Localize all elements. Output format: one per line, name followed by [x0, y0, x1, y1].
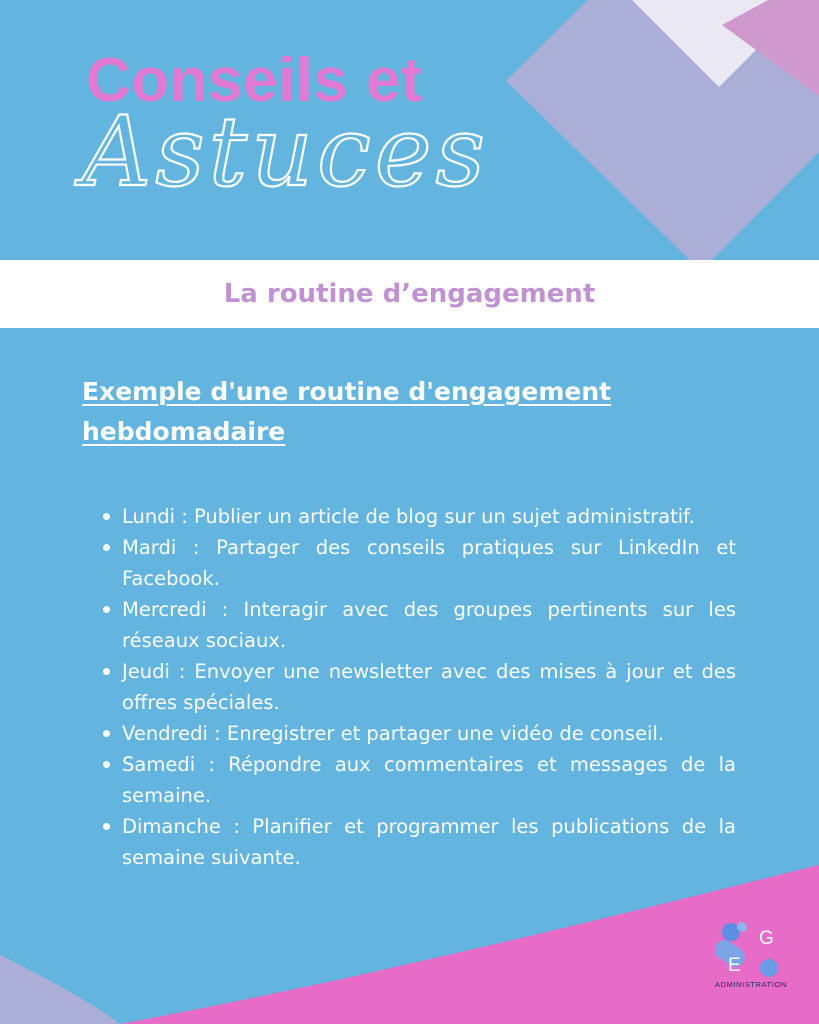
- routine-item-mardi: [122, 532, 736, 594]
- logo-caption: ADMINISTRATION: [714, 980, 787, 989]
- logo-letter-e: E: [728, 955, 741, 976]
- routine-item-dimanche: [122, 811, 736, 873]
- routine-item-vendredi: [122, 718, 736, 749]
- title-astuces: Astuces: [82, 96, 489, 208]
- routine-item-text: Dimanche : Planifier et programmer les publications de la semaine suivante.: [122, 815, 736, 869]
- bullet-icon: [103, 761, 110, 768]
- routine-item-text: Vendredi : Enregistrer et partager une vidéo de conseil.: [122, 722, 665, 745]
- ge-administration-logo: [706, 918, 796, 994]
- logo-letter-g: G: [759, 928, 774, 949]
- routine-item-mercredi: [122, 594, 736, 656]
- routine-item-samedi: [122, 749, 736, 811]
- routine-item-jeudi: [122, 656, 736, 718]
- routine-item-text: Lundi : Publier un article de blog sur un sujet administratif.: [122, 505, 695, 528]
- routine-list: [122, 501, 736, 873]
- bullet-icon: [103, 606, 110, 613]
- routine-item-text: Samedi : Répondre aux commentaires et messages de la semaine.: [122, 753, 736, 807]
- routine-item-text: Mercredi : Interagir avec des groupes pertinents sur les réseaux sociaux.: [122, 598, 736, 652]
- routine-item-text: Mardi : Partager des conseils pratiques sur LinkedIn et Facebook.: [122, 536, 736, 590]
- bullet-icon: [103, 730, 110, 737]
- bullet-icon: [103, 544, 110, 551]
- subtitle-band: [0, 260, 819, 328]
- section-heading: Exemple d'une routine d'engagement hebdomadaire: [82, 377, 612, 446]
- bullet-icon: [103, 823, 110, 830]
- routine-item-text: Jeudi : Envoyer une newsletter avec des mises à jour et des offres spéciales.: [122, 660, 736, 714]
- subtitle-text: La routine d’engagement: [223, 279, 596, 309]
- routine-item-lundi: [122, 501, 736, 532]
- bullet-icon: [103, 513, 110, 520]
- title-conseils-et: Conseils et: [86, 46, 423, 115]
- bullet-icon: [103, 668, 110, 675]
- lavender-bottom-curve: [0, 955, 120, 1024]
